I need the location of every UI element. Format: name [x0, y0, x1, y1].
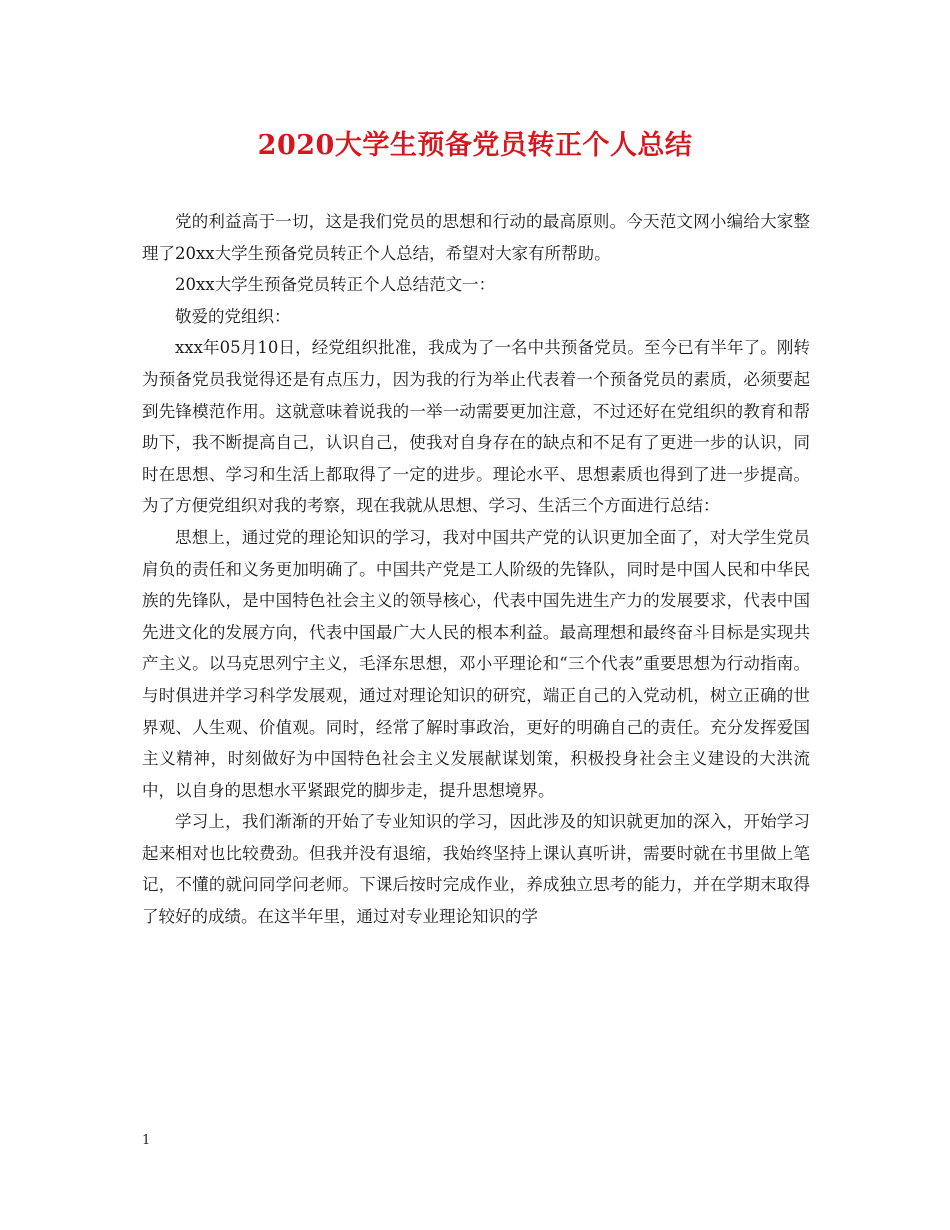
- paragraph-study: 学习上，我们渐渐的开始了专业知识的学习，因此涉及的知识就更加的深入，开始学习起来相对也比较费劲。但我并没有退缩，我始终坚持上课认真听讲，需要时就在书里做上笔记，不懂的就问同学问老师。下课后按时完成作业，养成独立思考的能力，并在学期末取得了较好的成绩。在这半年里，通过对专业理论知识的学: [142, 812, 810, 927]
- paragraph-intro: 党的利益高于一切，这是我们党员的思想和行动的最高原则。今天范文网小编给大家整理了20xx大学生预备党员转正个人总结，希望对大家有所帮助。: [142, 212, 810, 263]
- page-number: 1: [142, 1133, 151, 1148]
- paragraph-salutation: 敬爱的党组织：: [175, 306, 291, 326]
- document-body: [142, 206, 810, 933]
- paragraph-thought: 思想上，通过党的理论知识的学习，我对中国共产党的认识更加全面了，对大学生党员肩负的责任和义务更加明确了。中国共产党是工人阶级的先锋队，同时是中国人民和中华民族的先锋队，是中国特色社会主义的领导核心，代表中国先进生产力的发展要求，代表中国先进文化的发展方向，代表中国最广大人民的根本利益。最高理想和最终奋斗目标是实现共产主义。以马克思列宁主义，毛泽东思想，邓小平理论和“三个代表”重要思想为行动指南。与时俱进并学习科学发展观，通过对理论知识的研究，端正自己的入党动机，树立正确的世界观、人生观、价值观。同时，经常了解时事政治，更好的明确自己的责任。充分发挥爱国主义精神，时刻做好为中国特色社会主义发展献谋划策，积极投身社会主义建设的大洪流中，以自身的思想水平紧跟党的脚步走，提升思想境界。: [142, 527, 810, 800]
- paragraph-overview: xxx年05月10日，经党组织批准，我成为了一名中共预备党员。至今已有半年了。刚转为预备党员我觉得还是有点压力，因为我的行为举止代表着一个预备党员的素质，必须要起到先锋模范作用。这就意味着说我的一举一动需要更加注意，不过还好在党组织的教育和帮助下，我不断提高自己，认识自己，使我对自身存在的缺点和不足有了更进一步的认识，同时在思想、学习和生活上都取得了一定的进步。理论水平、思想素质也得到了进一步提高。为了方便党组织对我的考察，现在我就从思想、学习、生活三个方面进行总结：: [142, 338, 810, 516]
- document-title: 2020大学生预备党员转正个人总结: [257, 130, 693, 161]
- paragraph-sample-heading: 20xx大学生预备党员转正个人总结范文一：: [175, 275, 496, 295]
